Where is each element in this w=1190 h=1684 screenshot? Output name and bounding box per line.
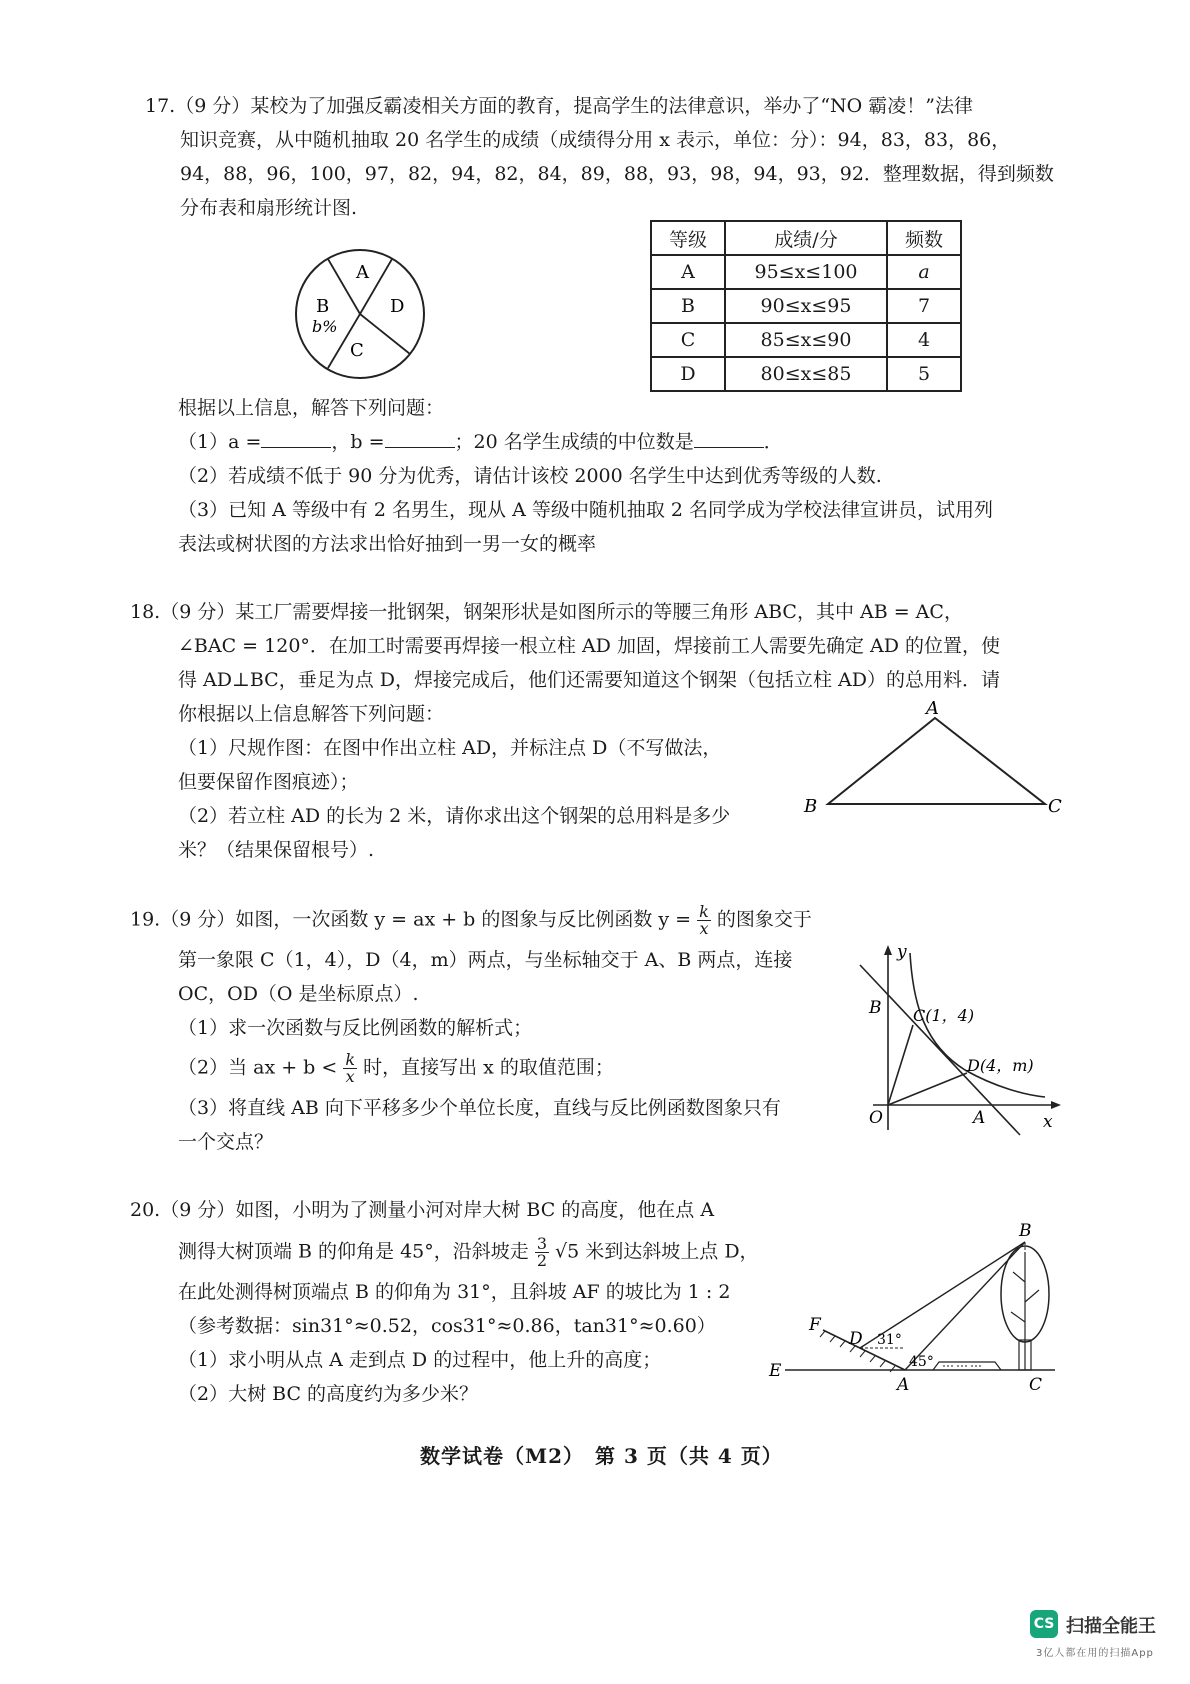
triangle-vertex-a: A (926, 698, 939, 719)
point-c-label: C (1029, 1375, 1043, 1395)
table-row (651, 255, 961, 289)
table-row (651, 357, 961, 391)
frac-denominator: x (345, 1067, 355, 1086)
brand-tagline: 3亿人都在用的扫描App (1036, 1648, 1154, 1659)
table-row (651, 323, 961, 357)
q17-frequency-table (650, 220, 962, 392)
q19-part1: （1）求一次函数与反比例函数的解析式； (178, 1017, 533, 1039)
q17-p1b: ，b = (331, 431, 385, 453)
frac-denominator: x (699, 919, 709, 938)
frac-denominator: 2 (536, 1251, 547, 1270)
q18-line1: 18.（9 分）某工厂需要焊接一批钢架，钢架形状是如图所示的等腰三角形 ABC，其中 AB = AC， (130, 601, 963, 623)
answer-blank-b[interactable] (385, 429, 455, 448)
q20-line2 (178, 1236, 759, 1269)
brand-name: 扫描全能王 (1066, 1616, 1156, 1637)
point-c-label: C(1，4) (913, 1006, 975, 1025)
q18-part2b: 米？（结果保留根号）. (178, 839, 375, 861)
point-a-label: A (897, 1375, 910, 1395)
fraction-3-over-2 (535, 1236, 549, 1269)
cs-logo-icon: CS (1030, 1610, 1058, 1638)
q17-part3b: 表法或树状图的方法求出恰好抽到一男一女的概率 (178, 533, 597, 555)
table-cell: C (651, 323, 725, 357)
table-cell: 5 (887, 357, 961, 391)
pie-label-b: B (316, 296, 330, 317)
fraction-k-over-x (343, 1052, 357, 1085)
answer-blank-a[interactable] (261, 429, 331, 448)
q17-line3: 94，88，96，100，97，82，94，82，84，89，88，93，98，94，93，92．整理数据，得到频数 (180, 163, 1054, 185)
table-cell: 90≤x≤95 (725, 289, 887, 323)
q17-p1c: ；20 名学生成绩的中位数是 (454, 431, 694, 453)
table-header-row (651, 221, 961, 255)
q17-line4: 分布表和扇形统计图. (180, 197, 358, 219)
table-cell: A (651, 255, 725, 289)
q17-part1 (178, 428, 783, 456)
table-cell: B (651, 289, 725, 323)
q17-line2: 知识竞赛，从中随机抽取 20 名学生的成绩（成绩得分用 x 表示，单位：分）：94，83，83，86， (180, 129, 1011, 151)
q19-line3: OC，OD（O 是坐标原点）. (178, 983, 419, 1005)
q18-part1a: （1）尺规作图：在图中作出立柱 AD，并标注点 D（不写做法， (178, 737, 722, 759)
pie-label-d: D (390, 296, 405, 317)
frac-numerator: 3 (536, 1234, 547, 1253)
q20-tree-figure (769, 1221, 1065, 1402)
q19-function-graph (855, 942, 1065, 1145)
q17-p1d: ． (763, 431, 783, 453)
axis-label-y: y (897, 942, 907, 962)
page-footer: 数学试卷（M2） 第 3 页（共 4 页） (420, 1444, 783, 1468)
point-e-label: E (769, 1361, 782, 1381)
table-row (651, 289, 961, 323)
q20-line1: 20.（9 分）如图，小明为了测量小河对岸大树 BC 的高度，他在点 A (130, 1199, 715, 1221)
table-header-cell: 成绩/分 (725, 221, 887, 255)
axis-label-x: x (1043, 1112, 1053, 1132)
pie-label-a: A (356, 262, 369, 283)
point-b-label: B (869, 998, 882, 1018)
q17-p1a: （1）a = (178, 431, 262, 453)
fraction-k-over-x (697, 904, 711, 937)
q20-line3: 在此处测得树顶端点 B 的仰角为 31°，且斜坡 AF 的坡比为 1 : 2 (178, 1281, 731, 1303)
q19-p2a: （2）当 ax + b < (178, 1056, 338, 1079)
q20-part1: （1）求小明从点 A 走到点 D 的过程中，他上升的高度； (178, 1349, 662, 1371)
point-f-label: F (809, 1315, 821, 1335)
q20-line2a: 测得大树顶端 B 的仰角是 45°，沿斜坡走 (178, 1240, 529, 1263)
q17-line1: 17.（9 分）某校为了加强反霸凌相关方面的教育，提高学生的法律意识，举办了“NO 霸凌！”法律 (145, 95, 974, 117)
table-cell: 4 (887, 323, 961, 357)
q18-part1b: 但要保留作图痕迹）； (178, 771, 359, 793)
frac-numerator: k (345, 1050, 356, 1069)
table-cell: D (651, 357, 725, 391)
angle-31-label: 31° (877, 1332, 902, 1348)
q19-line2: 第一象限 C（1，4），D（4，m）两点，与坐标轴交于 A、B 两点，连接 (178, 949, 793, 971)
point-d-label: D (849, 1329, 863, 1349)
table-cell: 7 (887, 289, 961, 323)
q17-intro: 根据以上信息，解答下列问题： (178, 397, 445, 419)
q20-part2: （2）大树 BC 的高度约为多少米？ (178, 1383, 479, 1405)
triangle-vertex-b: B (804, 796, 818, 817)
q19-part3a: （3）将直线 AB 向下平移多少个单位长度，直线与反比例函数图象只有 (178, 1097, 781, 1119)
q18-line4: 你根据以上信息解答下列问题： (178, 703, 445, 725)
answer-blank-median[interactable] (694, 429, 764, 448)
q20-line2b: √5 米到达斜坡上点 D， (555, 1240, 759, 1263)
q19-line1 (130, 904, 812, 937)
q18-part2a: （2）若立柱 AD 的长为 2 米，请你求出这个钢架的总用料是多少 (178, 805, 731, 827)
pie-label-c: C (350, 340, 364, 361)
table-cell: 85≤x≤90 (725, 323, 887, 357)
q19-line1b: 的图象交于 (716, 908, 812, 931)
pie-label-b-pct: b% (312, 317, 338, 336)
q18-triangle-figure (800, 700, 1070, 830)
q19-p2b: 时，直接写出 x 的取值范围； (363, 1056, 614, 1079)
point-a-label: A (973, 1108, 986, 1128)
point-b-label: B (1019, 1221, 1032, 1241)
q19-part3b: 一个交点？ (178, 1131, 274, 1153)
table-cell: a (887, 255, 961, 289)
table-header-cell: 频数 (887, 221, 961, 255)
table-cell: 80≤x≤85 (725, 357, 887, 391)
frac-numerator: k (699, 902, 709, 921)
q17-part3a: （3）已知 A 等级中有 2 名男生，现从 A 等级中随机抽取 2 名同学成为学校法律宣讲员，试用列 (178, 499, 994, 521)
q19-line1a: 19.（9 分）如图，一次函数 y = ax + b 的图象与反比例函数 y = (130, 908, 692, 931)
q17-part2: （2）若成绩不低于 90 分为优秀，请估计该校 2000 名学生中达到优秀等级的人数. (178, 465, 882, 487)
q17-pie-chart (290, 244, 430, 384)
table-header-cell: 等级 (651, 221, 725, 255)
triangle-vertex-c: C (1048, 796, 1062, 817)
point-d-label: D(4，m) (967, 1056, 1034, 1075)
table-cell: 95≤x≤100 (725, 255, 887, 289)
q18-line3: 得 AD⊥BC，垂足为点 D，焊接完成后，他们还需要知道这个钢架（包括立柱 AD）的总用料．请 (178, 669, 1000, 691)
q18-line2: ∠BAC = 120°．在加工时需要再焊接一根立柱 AD 加固，焊接前工人需要先确定 AD 的位置，使 (178, 635, 1000, 657)
q20-line4: （参考数据：sin31°≈0.52，cos31°≈0.86，tan31°≈0.60） (178, 1315, 716, 1337)
q19-part2 (178, 1052, 614, 1085)
angle-45-label: 45° (909, 1354, 934, 1370)
origin-label: O (869, 1108, 883, 1128)
